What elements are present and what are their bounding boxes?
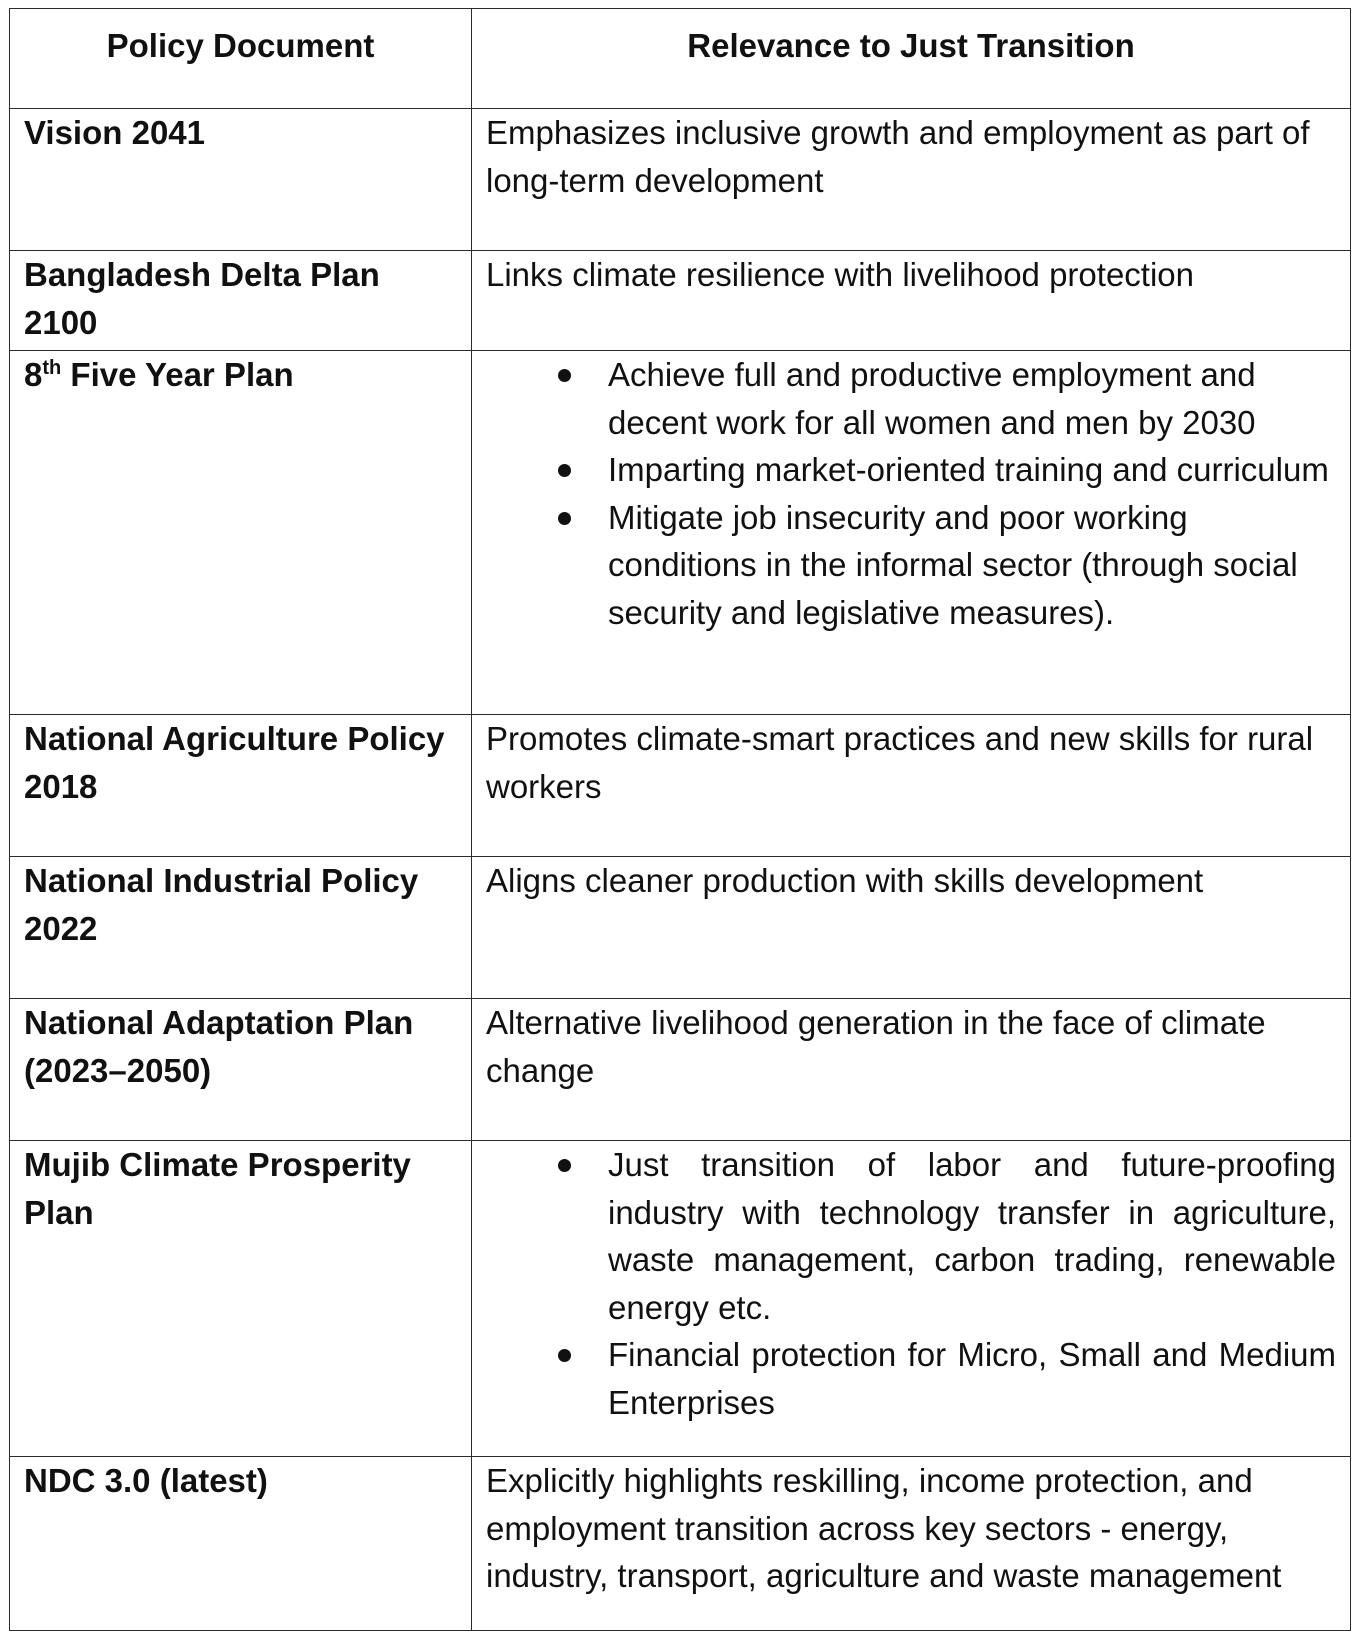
table-row xyxy=(10,999,1351,1141)
policy-document-cell: National Industrial Policy 2022 xyxy=(10,857,472,999)
policy-document-cell xyxy=(10,351,472,715)
relevance-cell: Alternative livelihood generation in the face of climate change xyxy=(472,999,1351,1141)
table-row xyxy=(10,351,1351,715)
header-policy-document: Policy Document xyxy=(10,9,472,109)
policy-document-cell: Vision 2041 xyxy=(10,109,472,251)
policy-document-cell: NDC 3.0 (latest) xyxy=(10,1457,472,1631)
bullet-item xyxy=(558,351,1336,446)
bullet-item xyxy=(558,1141,1336,1331)
relevance-cell xyxy=(472,1141,1351,1457)
policy-document-cell: National Adaptation Plan (2023–2050) xyxy=(10,999,472,1141)
table-row xyxy=(10,857,1351,999)
policy-table xyxy=(9,8,1351,1631)
relevance-cell xyxy=(472,351,1351,715)
relevance-cell: Links climate resilience with livelihood protection xyxy=(472,251,1351,351)
table-row xyxy=(10,1457,1351,1631)
bullet-item xyxy=(558,446,1336,494)
bullet-text: Financial protection for Micro, Small and Medium Enterprises xyxy=(608,1336,1336,1421)
document-suffix: Five Year Plan xyxy=(61,356,294,393)
bullet-item xyxy=(558,494,1336,637)
table-row xyxy=(10,109,1351,251)
bullet-list xyxy=(486,1141,1336,1426)
bullet-dot-icon xyxy=(558,369,571,382)
relevance-cell: Promotes climate-smart practices and new skills for rural workers xyxy=(472,715,1351,857)
policy-document-cell: National Agriculture Policy 2018 xyxy=(10,715,472,857)
bullet-text: Just transition of labor and future-proofing industry with technology transfer in agriculture, waste management, carbon trading, renewable energy etc. xyxy=(608,1146,1336,1326)
table-row xyxy=(10,251,1351,351)
bullet-item xyxy=(558,1331,1336,1426)
policy-document-cell: Bangladesh Delta Plan 2100 xyxy=(10,251,472,351)
bullet-dot-icon xyxy=(558,1159,571,1172)
bullet-list xyxy=(486,351,1336,636)
bullet-text: Mitigate job insecurity and poor working conditions in the informal sector (through social security and legislative measures). xyxy=(608,498,1298,631)
table-row xyxy=(10,715,1351,857)
bullet-dot-icon xyxy=(558,1349,571,1362)
bullet-dot-icon xyxy=(558,512,571,525)
bullet-text: Achieve full and productive employment and decent work for all women and men by 2030 xyxy=(608,356,1256,441)
bullet-dot-icon xyxy=(558,464,571,477)
table-row xyxy=(10,1141,1351,1457)
table-header-row xyxy=(10,9,1351,109)
document-prefix: 8 xyxy=(24,356,43,393)
relevance-cell: Explicitly highlights reskilling, income protection, and employment transition across key sectors - energy, industry, transport, agriculture and waste management xyxy=(472,1457,1351,1631)
policy-document-cell: Mujib Climate Prosperity Plan xyxy=(10,1141,472,1457)
document-superscript: th xyxy=(42,357,62,379)
bullet-text: Imparting market-oriented training and curriculum xyxy=(608,451,1329,488)
relevance-cell: Aligns cleaner production with skills development xyxy=(472,857,1351,999)
relevance-cell: Emphasizes inclusive growth and employment as part of long-term development xyxy=(472,109,1351,251)
header-relevance: Relevance to Just Transition xyxy=(472,9,1351,109)
